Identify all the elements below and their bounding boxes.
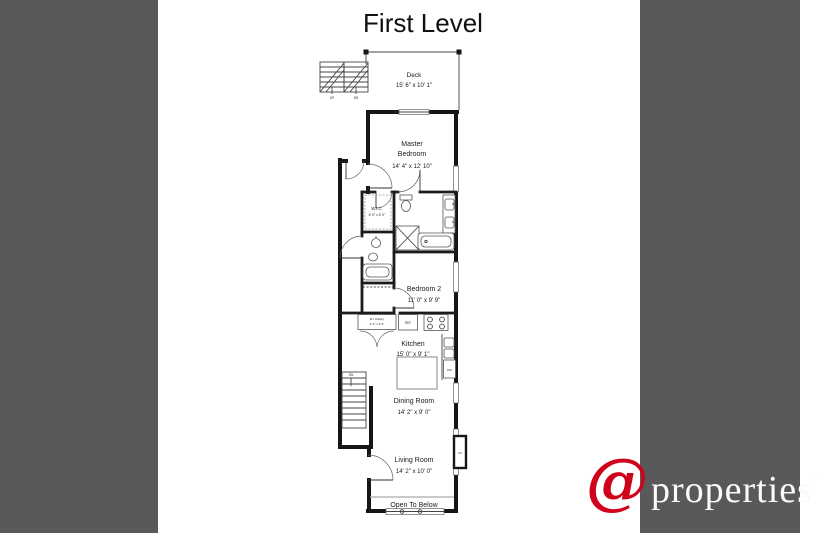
room-labels [330, 72, 462, 509]
second-bath-fixtures [363, 236, 392, 280]
master-label-1: Master [401, 141, 423, 148]
brand-logo [586, 444, 823, 517]
left-gray-panel [0, 0, 158, 533]
stairs-dn2-label: DN [348, 373, 354, 377]
page-title: First Level [363, 8, 483, 38]
dishwasher-label: DW [447, 368, 452, 372]
wic-dims: 6' 0" x 5' 0" [368, 213, 386, 217]
toilet [369, 253, 378, 261]
stove [424, 315, 448, 331]
master-label-2: Bedroom [397, 151, 427, 158]
living-dims: 14' 2" x 10' 0" [395, 469, 433, 475]
stairs-down [342, 372, 366, 428]
dining-label: Dining Room [393, 398, 435, 405]
deck-label: Deck [406, 72, 422, 79]
refrigerator-label: REF [404, 321, 412, 325]
kitchen-dims: 15' 0" x 9' 1" [396, 352, 430, 358]
fireplace-label: FP [458, 451, 462, 455]
deck-outline [364, 50, 462, 111]
living-label: Living Room [394, 457, 434, 464]
registered-mark: ® [814, 472, 823, 483]
pantry-dims: 4' 0" x 2' 0" [369, 322, 385, 326]
stairs-up-label: UP [329, 96, 335, 100]
exterior-walls [340, 112, 457, 511]
brand-name: properties [651, 469, 813, 511]
master-dims: 14' 4" x 12' 10" [392, 164, 432, 170]
kitchen-label: Kitchen [401, 341, 425, 348]
interior-walls [340, 192, 456, 313]
sink [372, 239, 381, 248]
pantry-label: B.I. Pantry [369, 317, 385, 321]
kitchen-island [397, 357, 437, 389]
wic-label: W.I.C. [371, 206, 383, 211]
stairs-up-dn [320, 62, 368, 94]
bedroom2-label: Bedroom 2 [406, 286, 442, 293]
kitchen-sink [444, 338, 454, 347]
master-bath-fixtures [396, 195, 455, 250]
toilet [400, 195, 412, 200]
deck-dims: 15' 6" x 10' 1" [395, 83, 433, 89]
at-icon: @ [586, 444, 648, 517]
dining-dims: 14' 2" x 9' 0" [397, 410, 431, 416]
stairs-dn-label: DN [353, 96, 359, 100]
bedroom2-dims: 11' 0" x 9' 9" [407, 298, 441, 304]
open-below-label: Open To Below [390, 502, 438, 509]
floor-plan [300, 40, 562, 525]
closet-rods [365, 195, 391, 229]
